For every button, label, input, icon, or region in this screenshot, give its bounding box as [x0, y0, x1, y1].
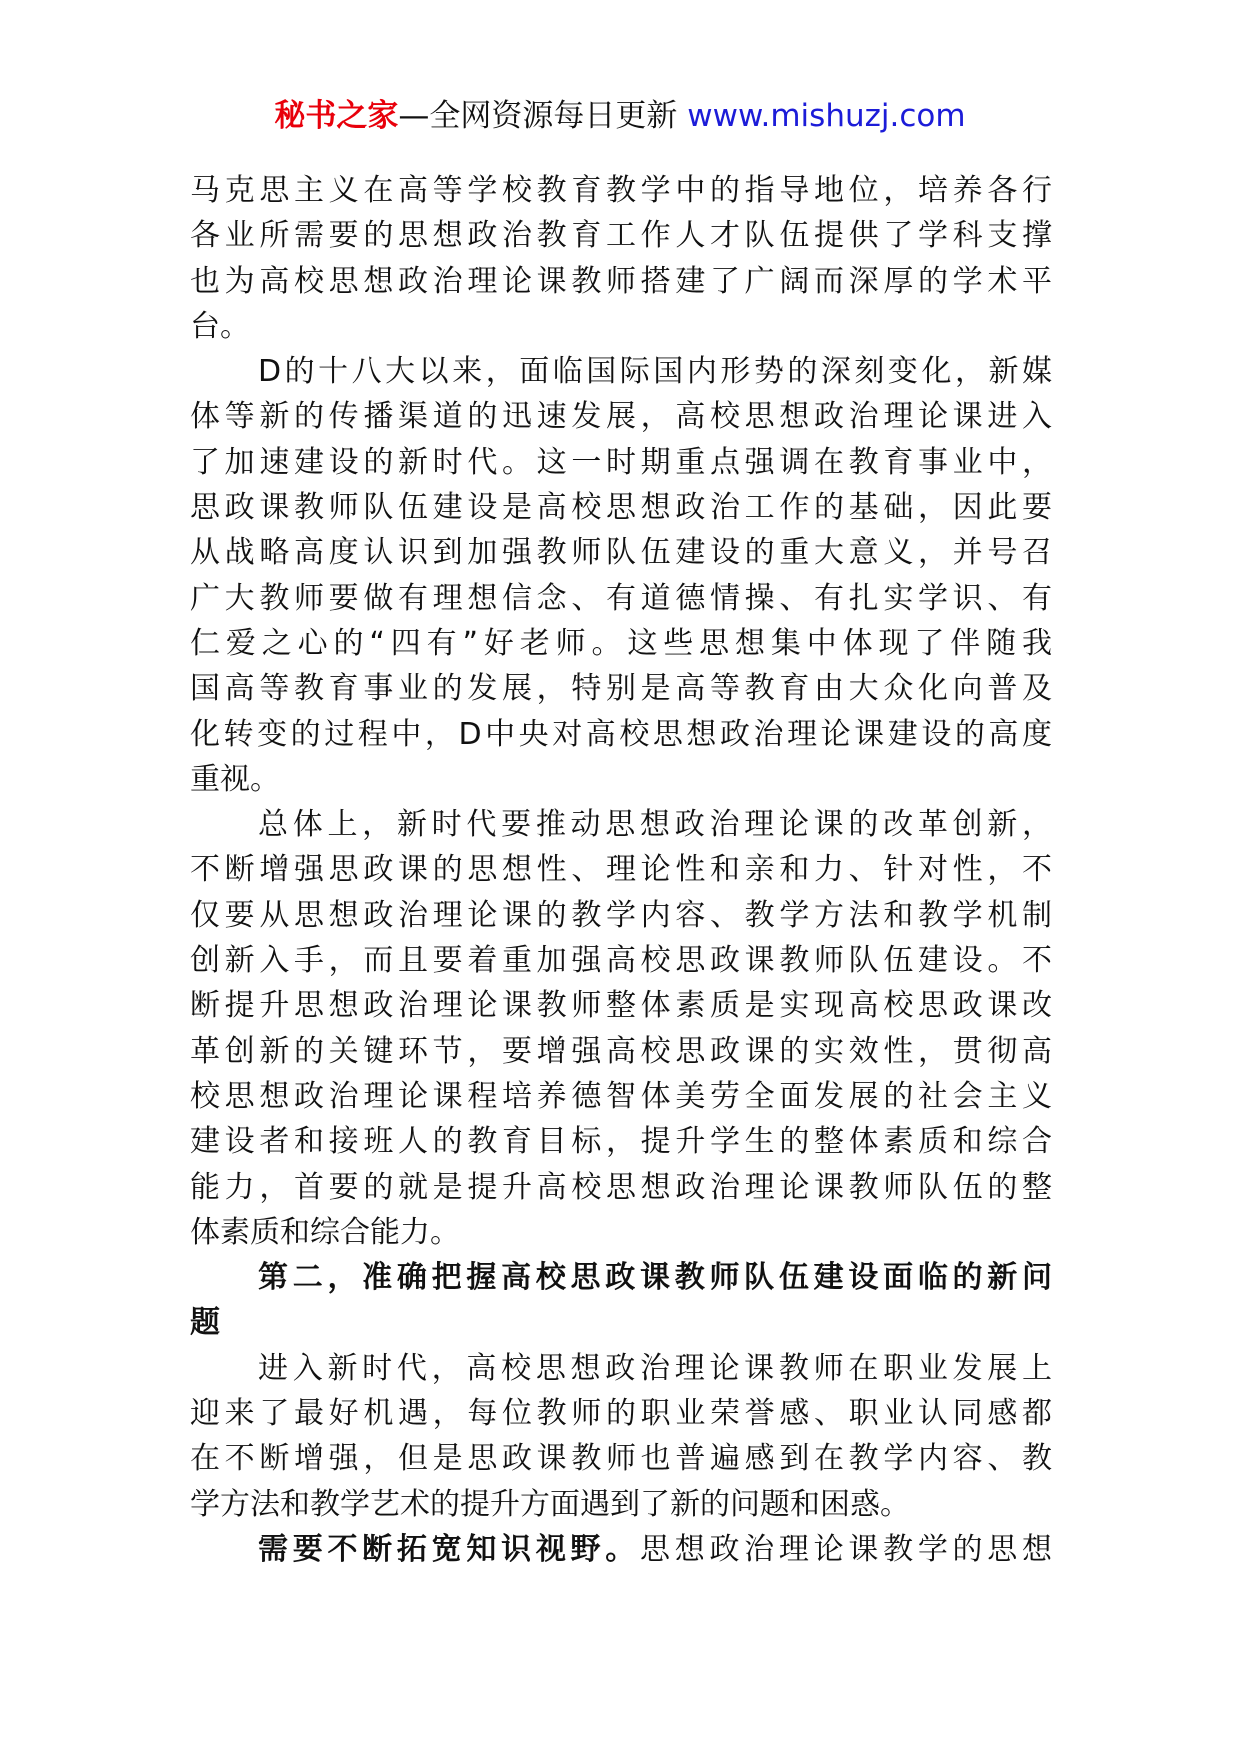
- paragraph-start-line: D的十八大以来，面临国际国内形势的深刻变化，新媒: [258, 354, 1052, 390]
- text-line: 仅要从思想政治理论课的教学内容、教学方法和教学机制: [190, 897, 1052, 933]
- text-line: 校思想政治理论课程培养德智体美劳全面发展的社会主义: [190, 1078, 1052, 1114]
- text-line: 思政课教师队伍建设是高校思想政治工作的基础，因此要: [190, 490, 1052, 526]
- text-line: 仁爱之心的“四有”好老师。这些思想集中体现了伴随我: [190, 625, 1052, 661]
- article-body: [190, 168, 1052, 1572]
- text-line: 了加速建设的新时代。这一时期重点强调在教育事业中，: [190, 444, 1052, 480]
- text-line: 学方法和教学艺术的提升方面遇到了新的问题和困惑。: [190, 1486, 910, 1522]
- text-line: 各业所需要的思想政治教育工作人才队伍提供了学科支撑: [190, 218, 1052, 254]
- text-line: 重视。: [190, 761, 280, 797]
- page-header: [0, 96, 1240, 136]
- text-line: 体等新的传播渠道的迅速发展，高校思想政治理论课进入: [190, 399, 1052, 435]
- text-run: 思想政治理论课教学的思想: [640, 1531, 1052, 1567]
- text-line: 国高等教育事业的发展，特别是高等教育由大众化向普及: [190, 671, 1052, 707]
- text-line: 台。: [190, 308, 250, 344]
- text-line: 化转变的过程中，D中央对高校思想政治理论课建设的高度: [190, 716, 1052, 752]
- text-line: 马克思主义在高等学校教育教学中的指导地位，培养各行: [190, 173, 1052, 208]
- bold-lead-phrase: 需要不断拓宽知识视野。: [258, 1531, 640, 1567]
- site-tagline: —全网资源每日更新: [398, 98, 678, 134]
- text-line: 也为高校思想政治理论课教师搭建了广阔而深厚的学术平: [190, 263, 1052, 299]
- text-line: 创新入手，而且要着重加强高校思政课教师队伍建设。不: [190, 943, 1052, 979]
- text-line: 不断增强思政课的思想性、理论性和亲和力、针对性，不: [190, 852, 1052, 888]
- paragraph-start-line: 总体上，新时代要推动思想政治理论课的改革创新，: [258, 807, 1052, 843]
- text-line: 广大教师要做有理想信念、有道德情操、有扎实学识、有: [190, 580, 1052, 616]
- text-line: 革创新的关键环节，要增强高校思政课的实效性，贯彻高: [190, 1033, 1052, 1069]
- text-line: 迎来了最好机遇，每位教师的职业荣誉感、职业认同感都: [190, 1396, 1052, 1432]
- site-brand: 秘书之家: [274, 98, 399, 134]
- site-url-link[interactable]: www.mishuzj.com: [687, 98, 966, 134]
- text-line: 体素质和综合能力。: [190, 1214, 460, 1250]
- text-line: 能力，首要的就是提升高校思想政治理论课教师队伍的整: [190, 1169, 1052, 1205]
- section-heading-line: 第二，准确把握高校思政课教师队伍建设面临的新问: [258, 1260, 1052, 1296]
- section-heading-line: 题: [190, 1305, 220, 1341]
- text-line: 从战略高度认识到加强教师队伍建设的重大意义，并号召: [190, 535, 1052, 571]
- text-line: 建设者和接班人的教育目标，提升学生的整体素质和综合: [190, 1124, 1052, 1160]
- text-line: 在不断增强，但是思政课教师也普遍感到在教学内容、教: [190, 1441, 1052, 1477]
- text-line: 断提升思想政治理论课教师整体素质是实现高校思政课改: [190, 988, 1052, 1024]
- paragraph-start-line: [190, 1527, 1052, 1572]
- paragraph-start-line: 进入新时代，高校思想政治理论课教师在职业发展上: [258, 1350, 1052, 1386]
